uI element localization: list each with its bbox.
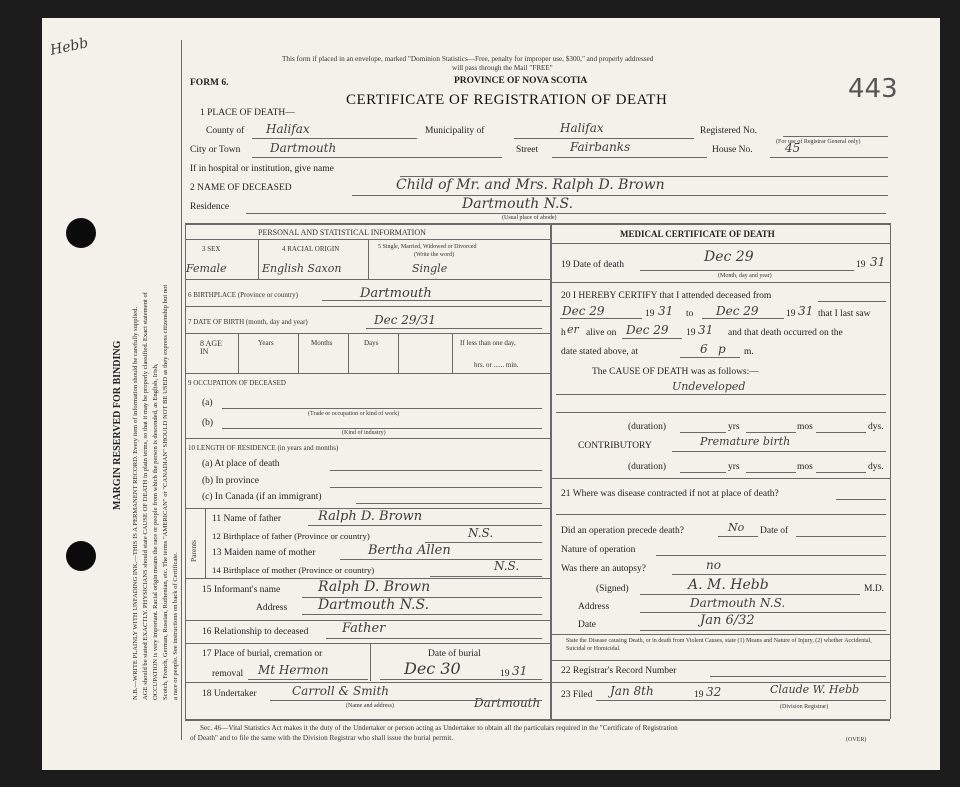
occupation-label: 9 OCCUPATION OF DECEASED [188,379,286,387]
burial-place-value: Mt Hermon [258,663,329,677]
disease-contracted-label: 21 Where was disease contracted if not at place of death? [561,489,779,499]
dob-value: Dec 29/31 [374,313,436,327]
record-number-label: 22 Registrar's Record Number [561,666,677,676]
marital-label: 5 Single, Married, Widowed or Divorced [378,244,477,250]
municipality-value: Halifax [560,121,604,135]
margin-handwriting: Hebb [48,35,90,59]
physician-address-value: Dartmouth N.S. [690,596,786,610]
margin-note-4: Scotch, French, German, Russian, Ruthenian, etc. The terms "AMERICAN" or "CANADIAN" SHOULD NOT BE USED as they express citizenship but not [162,284,169,700]
in-province-label: (b) In province [202,476,259,486]
mother-birthplace-label: 14 Birthplace of mother (Province or country) [212,565,375,575]
operation-label: Did an operation precede death? [561,526,684,536]
months-label: Months [311,339,333,347]
binding-hole-bottom [66,541,96,571]
marital-value: Single [412,262,448,275]
physician-address-label: Address [578,602,610,612]
age-label: 8 AGE IN [200,339,222,356]
time-suffix: p [718,342,726,356]
relationship-label: 16 Relationship to deceased [202,627,309,637]
residence-length-label: 10 LENGTH OF RESIDENCE (in years and months) [188,444,339,452]
md-label: M.D. [864,584,885,594]
over-label: (OVER) [846,737,867,743]
mother-value: Bertha Allen [368,543,451,558]
footer-line-2: of Death" and to file the same with the Division Registrar who shall issue the burial permit. [190,734,454,742]
envelope-note-1: This form if placed in an envelope, marked "Dominion Statistics—Free, penalty for improper use, $300," and properly addressed [282,55,654,63]
alive-on-value: Dec 29 [626,323,669,337]
certify-text: 20 I HEREBY CERTIFY that I attended deceased from [561,291,772,301]
am-pm-label: m. [744,347,754,357]
attended-to-value: Dec 29 [716,304,759,318]
physician-date-label: Date [578,620,596,630]
registrar-use-note: (For use of Registrar General only) [776,139,861,145]
marital-hint: (Write the word) [414,252,455,258]
house-no-value: 45 [785,141,801,155]
alive-on-label: alive on [586,328,617,338]
dys-1-label: dys. [868,422,884,432]
filed-year-value: 32 [706,685,722,699]
physician-date-value: Jan 6/32 [700,613,755,628]
burial-place-label: 17 Place of burial, cremation or [202,649,323,659]
date-year-prefix: 19 [856,260,866,270]
cause-value: Undeveloped [672,380,746,393]
from-year-value: 31 [658,304,674,318]
registrar-signature: Claude W. Hebb [770,683,860,696]
father-label: 11 Name of father [212,514,282,524]
margin-reserved-label: MARGIN RESERVED FOR BINDING [112,340,123,510]
filed-label: 23 Filed [561,690,593,700]
certificate-title: CERTIFICATE OF REGISTRATION OF DEATH [346,92,668,108]
sex-label: 3 SEX [202,245,221,253]
from-year-prefix: 19 [645,309,655,319]
dys-2-label: dys. [868,462,884,472]
division-registrar-label: (Division Registrar) [780,704,829,710]
filed-value: Jan 8th [610,684,654,698]
city-value: Dartmouth [270,141,337,155]
cause-label: The CAUSE OF DEATH was as follows:— [592,367,759,377]
burial-year-value: 31 [512,664,528,678]
municipality-label: Municipality of [425,126,485,136]
mother-label: 13 Maiden name of mother [212,548,316,558]
contributory-value: Premature birth [700,435,791,448]
city-label: City or Town [190,145,241,155]
informant-address-value: Dartmouth N.S. [318,597,430,613]
residence-label: Residence [190,202,230,212]
days-label: Days [364,339,379,347]
autopsy-label: Was there an autopsy? [561,564,646,574]
hrs-min-label: hrs. or ...... min. [474,361,519,369]
margin-note-2: AGE should be stated EXACTLY. PHYSICIANS should state CAUSE OF DEATH in plain terms, so that it may be properly classified. Exact statement of [142,292,149,700]
racial-origin-label: 4 RACIAL ORIGIN [282,245,340,253]
yrs-1-label: yrs [728,422,740,432]
relationship-value: Father [342,621,386,636]
duration-2-label: (duration) [628,462,666,472]
name-label: 2 NAME OF DECEASED [190,183,292,193]
personal-heading: PERSONAL AND STATISTICAL INFORMATION [258,228,426,237]
footer-line-1: Sec. 46—Vital Statistics Act makes it the duty of the Undertaker or person acting as Undertaker to obtain all the particulars required in the "Certificate of Registration [200,724,678,732]
street-value: Fairbanks [570,140,631,154]
autopsy-value: no [706,558,721,572]
margin-note-1: N.B.—WRITE PLAINLY WITH UNFADING INK.—THIS IS A PERMANENT RECORD. Every item of information should be carefully supplied. [132,306,139,700]
date-year-value: 31 [870,255,886,269]
death-occurred-label: and that death occurred on the [728,328,843,338]
less-than-day-label: If less than one day, [460,339,516,347]
county-label: County of [206,126,245,136]
date-of-label: Date of [760,526,789,536]
undertaker-label: 18 Undertaker [202,689,257,699]
undertaker-hint: (Name and address) [346,703,394,709]
undertaker-value: Carroll & Smith [292,684,390,698]
father-value: Ralph D. Brown [318,509,423,524]
removal-label: removal [212,669,244,679]
informant-label: 15 Informant's name [202,585,281,595]
father-birthplace-label: 12 Birthplace of father (Province or country) [212,531,370,541]
medical-heading: MEDICAL CERTIFICATE OF DEATH [620,229,775,239]
date-of-death-label: 19 Date of death [561,260,625,270]
burial-date-value: Dec 30 [404,659,461,678]
racial-origin-value: English Saxon [262,262,342,275]
stamp-number: 443 [848,74,898,104]
date-stated-label: date stated above, at [561,347,639,357]
to-year-value: 31 [798,304,814,318]
yrs-2-label: yrs [728,462,740,472]
occupation-b: (b) [202,418,214,428]
binding-hole-top [66,218,96,248]
house-no-label: House No. [712,145,753,155]
time-value: 6 [700,342,708,356]
form-number: FORM 6. [190,78,229,88]
signed-label: (Signed) [596,584,629,594]
envelope-note-2: will pass through the Mail "FREE" [452,64,553,72]
date-of-death-value: Dec 29 [704,249,754,265]
him-value: er [567,323,579,336]
operation-value: No [728,521,745,534]
dob-label: 7 DATE OF BIRTH (month, day and year) [188,318,308,326]
contributory-label: CONTRIBUTORY [578,441,652,451]
duration-1-label: (duration) [628,422,666,432]
registered-no-label: Registered No. [700,126,757,136]
occupation-b-hint: (Kind of industry) [342,430,386,436]
birthplace-label: 6 BIRTHPLACE (Province or country) [188,291,299,299]
usual-place-note: (Usual place of abode) [502,215,557,221]
hospital-label: If in hospital or institution, give name [190,164,334,174]
place-of-death-label: 1 PLACE OF DEATH— [200,108,295,118]
years-label: Years [258,339,274,347]
occupation-a-hint: (Trade or occupation or kind of work) [308,411,400,417]
alive-year-value: 31 [698,323,714,337]
informant-value: Ralph D. Brown [318,579,431,595]
undertaker-value-2: Dartmouth [474,696,541,710]
mos-2-label: mos [797,462,813,472]
informant-address-label: Address [256,603,288,613]
burial-year-prefix: 19 [500,669,510,679]
name-value: Child of Mr. and Mrs. Ralph D. Brown [396,177,665,193]
county-value: Halifax [266,122,310,136]
burial-date-label: Date of burial [428,649,481,659]
alive-year-prefix: 19 [686,328,696,338]
province-heading: PROVINCE OF NOVA SCOTIA [454,76,588,86]
state-disease-note: State the Disease causing Death, or in death from Violent Causes, state (1) Means and Nature of Injury, (2) whether Accidental, Suicidal or Homicidal. [566,638,872,652]
margin-note-3: OCCUPATION is very important. Racial origin means the race or people from which the person is descended, as English, Irish, [152,363,159,700]
sex-value: Female [186,262,227,275]
street-label: Street [516,145,539,155]
at-place-label: (a) At place of death [202,459,280,469]
signed-value: A. M. Hebb [688,577,769,593]
margin-note-5: a race or people. See instructions on back of Certificate. [172,552,179,700]
in-canada-label: (c) In Canada (if an immigrant) [202,492,322,502]
parents-label: Parents [189,539,198,562]
margin-rule [181,40,182,740]
filed-year-prefix: 19 [694,690,704,700]
mos-1-label: mos [797,422,813,432]
occupation-a: (a) [202,398,213,408]
attended-from-value: Dec 29 [562,304,605,318]
last-saw-label: that I last saw [818,309,871,319]
mother-birthplace-value: N.S. [494,559,520,573]
residence-value: Dartmouth N.S. [462,196,574,212]
birthplace-value: Dartmouth [360,286,432,301]
date-of-death-hint: (Month, day and year) [718,273,772,279]
nature-of-operation-label: Nature of operation [561,545,636,555]
to-label: to [686,309,694,319]
to-year-prefix: 19 [786,309,796,319]
him-label: h [561,328,566,338]
father-birthplace-value: N.S. [468,526,494,540]
